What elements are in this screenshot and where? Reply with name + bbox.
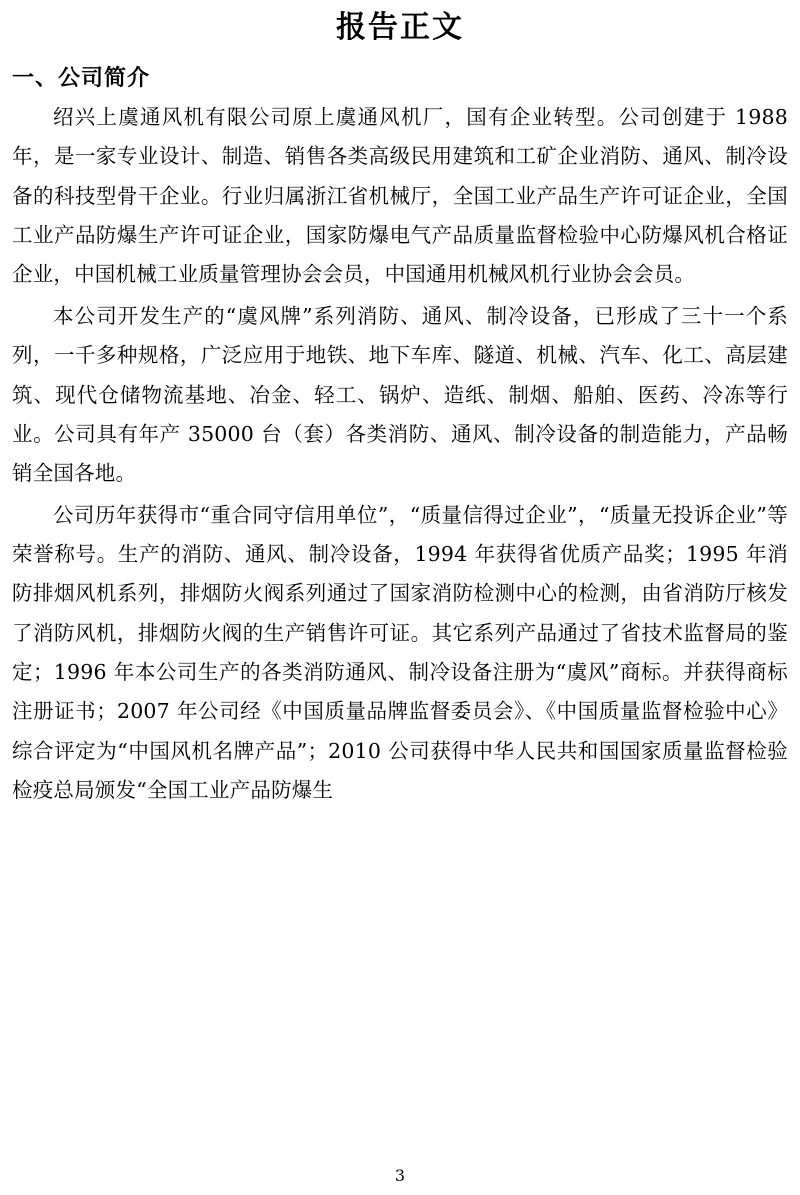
page-title: 报告正文 <box>336 10 464 45</box>
page-number: 3 <box>394 1166 406 1185</box>
document-page <box>0 8 800 1195</box>
paragraph: 公司历年获得市“重合同守信用单位”，“质量信得过企业”，“质量无投诉企业”等荣誉称号。生产的消防、通风、制冷设备，1994 年获得省优质产品奖；1995 年消防排烟风机系列，排烟防火阀系列通过了国家消防检测中心的检测，由省消防厅核发了消防风机，排烟防火阀的生产销售许可证。其它系列产品通过了省技术监督局的鉴定；1996 年本公司生产的各类消防通风、制冷设备注册为“虞风”商标。并获得商标注册证书；2007 年公司经《中国质量品牌监督委员会》、《中国质量监督检验中心》综合评定为“中国风机名牌产品”；2010 公司获得中华人民共和国国家质量监督检验检疫总局颁发“全国工业产品防爆生 <box>12 502 788 803</box>
paragraph: 本公司开发生产的“虞风牌”系列消防、通风、制冷设备，已形成了三十一个系列，一千多种规格，广泛应用于地铁、地下车库、隧道、机械、汽车、化工、高层建筑、现代仓储物流基地、冶金、轻工、锅炉、造纸、制烟、船舶、医药、冷冻等行业。公司具有年产 35000 台（套）各类消防、通风、制冷设备的制造能力，产品畅销全国各地。 <box>12 303 788 486</box>
paragraph: 绍兴上虞通风机有限公司原上虞通风机厂，国有企业转型。公司创建于 1988 年，是一家专业设计、制造、销售各类高级民用建筑和工矿企业消防、通风、制冷设备的科技型骨干企业。行业归属浙江省机械厅，全国工业产品生产许可证企业，全国工业产品防爆生产许可证企业，国家防爆电气产品质量监督检验中心防爆风机合格证企业，中国机械工业质量管理协会会员，中国通用机械风机行业协会会员。 <box>12 105 788 287</box>
section-heading-company-profile: 一、公司简介 <box>12 66 151 91</box>
